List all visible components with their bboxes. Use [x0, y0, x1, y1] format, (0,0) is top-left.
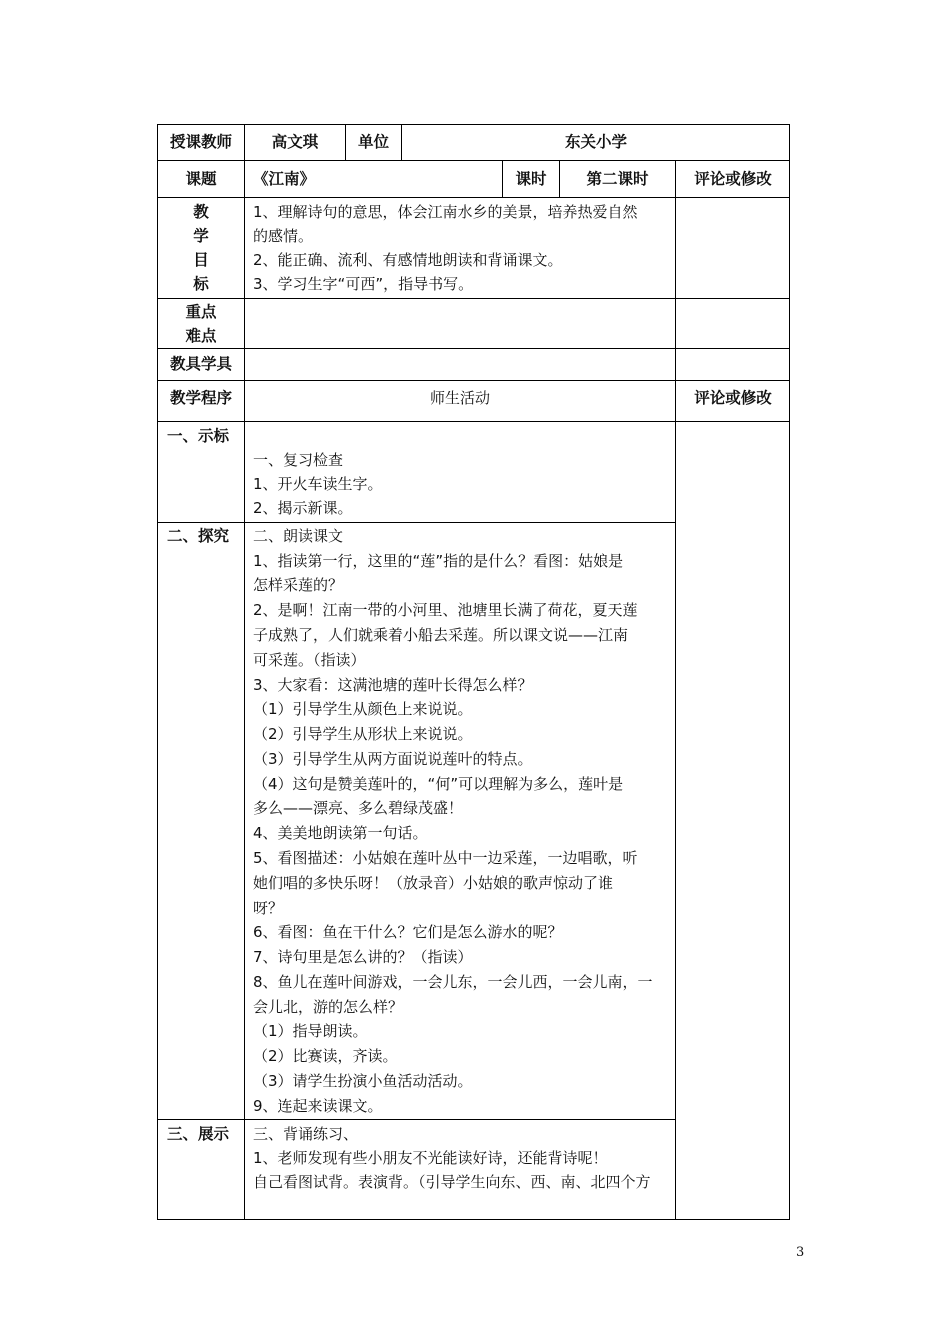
section-label: 二、探究	[167, 527, 230, 545]
objectives-label-char: 目	[193, 251, 209, 269]
section-label: 三、展示	[167, 1125, 230, 1143]
section-line: （2）引导学生从形状上来说说。	[253, 725, 473, 743]
keypoints-label: 难点	[185, 327, 217, 345]
teacher-name: 高文琪	[271, 133, 319, 151]
tools-label: 教具学具	[169, 355, 232, 373]
objectives-line: 2、能正确、流利、有感情地朗读和背诵课文。	[253, 251, 563, 269]
section-line: 2、是啊！江南一带的小河里、池塘里长满了荷花，夏天莲	[253, 601, 638, 619]
topic-label: 课题	[185, 170, 217, 188]
section-line: 4、美美地朗读第一句话。	[253, 824, 428, 842]
section-line: 3、大家看：这满池塘的莲叶长得怎么样？	[253, 676, 533, 694]
objectives-label-char: 标	[193, 275, 209, 293]
keypoints-label: 重点	[185, 303, 217, 321]
row-divider	[157, 1119, 675, 1120]
activity-label: 师生活动	[429, 389, 490, 407]
section-line: （4）这句是赞美莲叶的，“何”可以理解为多么，莲叶是	[253, 775, 624, 793]
section-line: （3）请学生扮演小鱼活动活动。	[253, 1072, 473, 1090]
row-divider	[157, 298, 790, 299]
unit-name: 东关小学	[564, 133, 627, 151]
section-line: 二、朗读课文	[253, 527, 344, 545]
section-line: 1、老师发现有些小朋友不光能读好诗，还能背诗呢！	[253, 1149, 608, 1167]
section-line: 可采莲。（指读）	[253, 651, 366, 669]
row-divider	[157, 522, 675, 523]
section-line: 自己看图试背。表演背。（引导学生向东、西、南、北四个方	[253, 1173, 651, 1191]
procedure-label: 教学程序	[169, 389, 232, 407]
objectives-line: 3、学习生字“可西”，指导书写。	[253, 275, 474, 293]
objectives-line: 的感情。	[253, 227, 314, 245]
row-divider	[157, 421, 790, 422]
section-line: 9、连起来读课文。	[253, 1097, 383, 1115]
section-line: （1）引导学生从颜色上来说说。	[253, 700, 473, 718]
section-line: 多么——漂亮、多么碧绿茂盛！	[253, 799, 464, 817]
row-divider	[157, 348, 790, 349]
section-line: 她们唱的多快乐呀！（放录音）小姑娘的歌声惊动了谁	[253, 874, 614, 892]
procedure-comment-label: 评论或修改	[694, 389, 772, 407]
period-value: 第二课时	[586, 170, 649, 188]
row-divider	[157, 160, 790, 161]
section-line: （1）指导朗读。	[253, 1022, 368, 1040]
section-line: （2）比赛读，齐读。	[253, 1047, 398, 1065]
teacher-label: 授课教师	[169, 133, 232, 151]
section-line: （3）引导学生从两方面说说莲叶的特点。	[253, 750, 533, 768]
section-line: 三、背诵练习、	[253, 1125, 359, 1143]
row-divider	[157, 197, 790, 198]
objectives-label-char: 教	[193, 203, 209, 221]
section-line: 呀？	[253, 899, 284, 917]
objectives-line: 1、理解诗句的意思，体会江南水乡的美景，培养热爱自然	[253, 203, 638, 221]
section-line: 1、开火车读生字。	[253, 475, 383, 493]
section-line: 1、指读第一行，这里的“莲”指的是什么？看图：姑娘是	[253, 552, 624, 570]
row-divider	[157, 380, 790, 381]
section-line: 7、诗句里是怎么讲的？（指读）	[253, 948, 473, 966]
section-line: 6、看图：鱼在干什么？它们是怎么游水的呢？	[253, 923, 563, 941]
page-number: 3	[796, 1245, 805, 1260]
section-label: 一、示标	[167, 427, 230, 445]
objectives-label-char: 学	[193, 227, 209, 245]
section-line: 8、鱼儿在莲叶间游戏，一会儿东，一会儿西，一会儿南，一	[253, 973, 653, 991]
unit-label: 单位	[357, 133, 389, 151]
section-line: 会儿北，游的怎么样？	[253, 998, 404, 1016]
period-label: 课时	[515, 170, 547, 188]
section-line: 5、看图描述：小姑娘在莲叶丛中一边采莲，一边唱歌，听	[253, 849, 638, 867]
section-line: 怎样采莲的？	[253, 576, 344, 594]
col-divider	[675, 160, 676, 1220]
section-line: 一、复习检查	[253, 451, 344, 469]
comment-label: 评论或修改	[694, 170, 772, 188]
section-line: 2、揭示新课。	[253, 499, 353, 517]
section-line: 子成熟了，人们就乘着小船去采莲。所以课文说——江南	[253, 626, 629, 644]
topic-name: 《江南》	[253, 170, 316, 188]
